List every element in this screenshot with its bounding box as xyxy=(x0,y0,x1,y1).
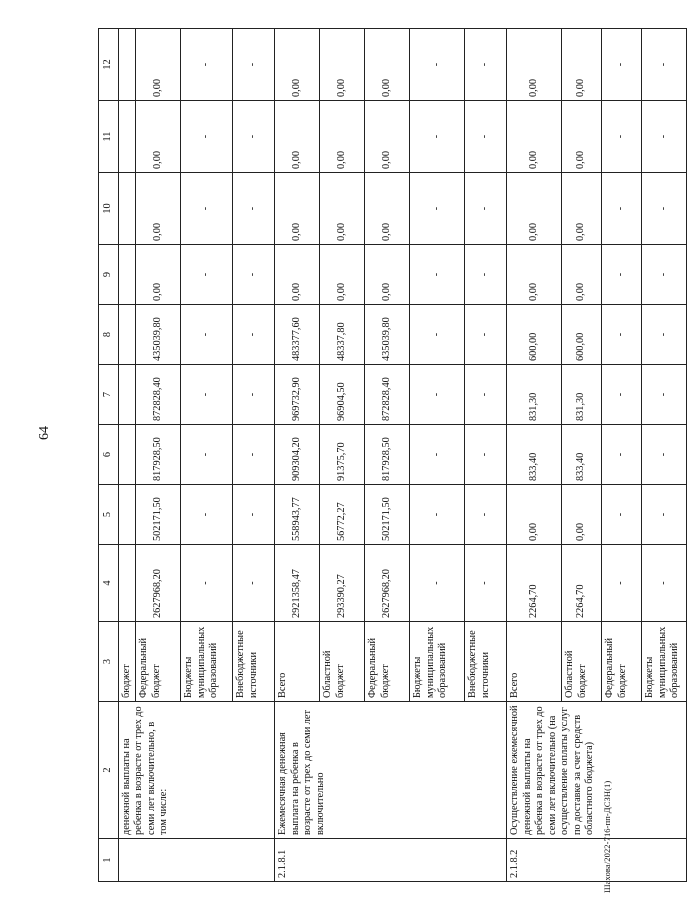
value-cell: - xyxy=(642,305,687,365)
table-row xyxy=(118,29,136,882)
value-cell: 91375,70 xyxy=(320,425,365,485)
table-body xyxy=(99,29,687,882)
column-header: 11 xyxy=(99,101,119,173)
value-cell: 0,00 xyxy=(275,245,320,305)
value-cell: 0,00 xyxy=(320,245,365,305)
value-cell: 0,00 xyxy=(136,101,181,173)
row-name: денежной выплаты на ребенка в возрасте от трех до семи лет включительно, в том числе: xyxy=(118,702,275,839)
value-cell: - xyxy=(465,425,507,485)
column-header: 12 xyxy=(99,29,119,101)
value-cell: - xyxy=(233,173,275,245)
value-cell: - xyxy=(602,29,642,101)
value-cell: - xyxy=(602,365,642,425)
value-cell: - xyxy=(465,29,507,101)
value-cell: 0,00 xyxy=(562,29,602,101)
value-cell: 872828,40 xyxy=(136,365,181,425)
funding-source: Внебюджетные источники xyxy=(233,622,275,702)
funding-source: бюджет xyxy=(118,622,136,702)
value-cell: - xyxy=(602,245,642,305)
column-header: 7 xyxy=(99,365,119,425)
value-cell: 0,00 xyxy=(562,485,602,545)
value-cell: - xyxy=(181,305,233,365)
value-cell: 0,00 xyxy=(320,29,365,101)
page-number: 64 xyxy=(37,426,52,440)
value-cell: - xyxy=(602,305,642,365)
value-cell: 0,00 xyxy=(507,485,562,545)
value-cell xyxy=(118,101,136,173)
value-cell: 833,40 xyxy=(562,425,602,485)
value-cell: 2627968,20 xyxy=(136,545,181,622)
value-cell: 558943,77 xyxy=(275,485,320,545)
value-cell: 600,00 xyxy=(507,305,562,365)
value-cell: 0,00 xyxy=(320,101,365,173)
value-cell: 0,00 xyxy=(275,173,320,245)
row-code: 2.1.8.2 xyxy=(507,839,687,882)
value-cell: 96904,50 xyxy=(320,365,365,425)
value-cell: 0,00 xyxy=(136,245,181,305)
value-cell: 2627968,20 xyxy=(365,545,410,622)
value-cell: 2921358,47 xyxy=(275,545,320,622)
value-cell: - xyxy=(410,101,465,173)
funding-source: Бюджеты муниципальных образований xyxy=(410,622,465,702)
funding-source: Всего xyxy=(507,622,562,702)
value-cell: - xyxy=(233,485,275,545)
value-cell xyxy=(118,545,136,622)
value-cell: 2264,70 xyxy=(562,545,602,622)
value-cell: 0,00 xyxy=(562,245,602,305)
value-cell: - xyxy=(181,29,233,101)
value-cell: - xyxy=(642,101,687,173)
value-cell xyxy=(118,485,136,545)
row-code xyxy=(118,839,275,882)
column-header: 4 xyxy=(99,545,119,622)
value-cell: - xyxy=(465,101,507,173)
value-cell: 0,00 xyxy=(275,29,320,101)
value-cell: - xyxy=(410,245,465,305)
value-cell xyxy=(118,365,136,425)
table-row xyxy=(275,29,320,882)
funding-source: Внебюджетные источники xyxy=(465,622,507,702)
value-cell: 600,00 xyxy=(562,305,602,365)
value-cell xyxy=(118,305,136,365)
column-header: 3 xyxy=(99,622,119,702)
column-header: 8 xyxy=(99,305,119,365)
value-cell xyxy=(118,245,136,305)
row-name: Осуществление ежемесячной денежной выплаты на ребенка в возрасте от трех до семи лет включительно (на осуществление оплаты услуг по доставке за счет средств областного бюджета) xyxy=(507,702,687,839)
value-cell: - xyxy=(181,425,233,485)
value-cell: - xyxy=(181,101,233,173)
value-cell: 502171,50 xyxy=(365,485,410,545)
row-name: Ежемесячная денежная выплата на ребенка в возрасте от трех до семи лет включительно xyxy=(275,702,507,839)
value-cell: - xyxy=(233,245,275,305)
value-cell: 0,00 xyxy=(507,245,562,305)
value-cell: 0,00 xyxy=(562,173,602,245)
value-cell: 0,00 xyxy=(320,173,365,245)
value-cell: 0,00 xyxy=(136,29,181,101)
column-header: 2 xyxy=(99,702,119,839)
value-cell: - xyxy=(181,245,233,305)
column-header: 5 xyxy=(99,485,119,545)
value-cell: - xyxy=(233,425,275,485)
table-row xyxy=(507,29,562,882)
value-cell: - xyxy=(642,245,687,305)
value-cell: - xyxy=(410,29,465,101)
header-row xyxy=(99,29,119,882)
value-cell: 0,00 xyxy=(507,101,562,173)
value-cell: - xyxy=(602,173,642,245)
value-cell: 435039,80 xyxy=(365,305,410,365)
value-cell: - xyxy=(181,173,233,245)
value-cell: - xyxy=(181,365,233,425)
value-cell: - xyxy=(642,29,687,101)
value-cell: 0,00 xyxy=(507,173,562,245)
value-cell: 0,00 xyxy=(365,245,410,305)
footer-code: Шахова/2022-716-пп-ДСЗН(1) xyxy=(602,780,612,893)
value-cell xyxy=(118,425,136,485)
value-cell: - xyxy=(233,545,275,622)
value-cell: 0,00 xyxy=(365,173,410,245)
value-cell: 969732,90 xyxy=(275,365,320,425)
value-cell: 483377,60 xyxy=(275,305,320,365)
value-cell: 0,00 xyxy=(275,101,320,173)
value-cell: - xyxy=(465,245,507,305)
column-header: 10 xyxy=(99,173,119,245)
value-cell: - xyxy=(233,101,275,173)
value-cell: 293390,27 xyxy=(320,545,365,622)
value-cell: 833,40 xyxy=(507,425,562,485)
value-cell: 0,00 xyxy=(136,173,181,245)
value-cell: - xyxy=(233,305,275,365)
value-cell: - xyxy=(465,365,507,425)
value-cell: 2264,70 xyxy=(507,545,562,622)
funding-source: Федеральный бюджет xyxy=(365,622,410,702)
value-cell: - xyxy=(181,545,233,622)
value-cell: - xyxy=(233,365,275,425)
value-cell: - xyxy=(233,29,275,101)
value-cell: - xyxy=(410,485,465,545)
value-cell: 831,30 xyxy=(507,365,562,425)
value-cell: 0,00 xyxy=(507,29,562,101)
value-cell: 56772,27 xyxy=(320,485,365,545)
value-cell: 831,30 xyxy=(562,365,602,425)
funding-source: Бюджеты муниципальных образований xyxy=(642,622,687,702)
value-cell: 817928,50 xyxy=(136,425,181,485)
column-header: 1 xyxy=(99,839,119,882)
value-cell: - xyxy=(602,545,642,622)
value-cell: - xyxy=(410,545,465,622)
value-cell: - xyxy=(465,305,507,365)
value-cell: 817928,50 xyxy=(365,425,410,485)
value-cell: 0,00 xyxy=(365,29,410,101)
funding-source: Всего xyxy=(275,622,320,702)
value-cell: - xyxy=(181,485,233,545)
value-cell: 872828,40 xyxy=(365,365,410,425)
value-cell: 909304,20 xyxy=(275,425,320,485)
value-cell: - xyxy=(410,365,465,425)
value-cell: - xyxy=(410,425,465,485)
funding-source: Федеральный бюджет xyxy=(136,622,181,702)
value-cell: 435039,80 xyxy=(136,305,181,365)
value-cell: 0,00 xyxy=(365,101,410,173)
value-cell: - xyxy=(602,485,642,545)
row-code: 2.1.8.1 xyxy=(275,839,507,882)
value-cell: - xyxy=(465,173,507,245)
value-cell: 48337,80 xyxy=(320,305,365,365)
funding-source: Федеральный бюджет xyxy=(602,622,642,702)
value-cell: - xyxy=(642,365,687,425)
funding-source: Областной бюджет xyxy=(320,622,365,702)
value-cell: - xyxy=(602,425,642,485)
value-cell: 0,00 xyxy=(562,101,602,173)
value-cell: - xyxy=(465,485,507,545)
budget-table xyxy=(98,28,687,882)
column-header: 6 xyxy=(99,425,119,485)
value-cell: - xyxy=(642,485,687,545)
value-cell: - xyxy=(642,545,687,622)
funding-source: Областной бюджет xyxy=(562,622,602,702)
value-cell: - xyxy=(410,305,465,365)
column-header: 9 xyxy=(99,245,119,305)
funding-source: Бюджеты муниципальных образований xyxy=(181,622,233,702)
value-cell: - xyxy=(642,173,687,245)
value-cell: - xyxy=(410,173,465,245)
value-cell: - xyxy=(602,101,642,173)
value-cell xyxy=(118,29,136,101)
value-cell: - xyxy=(465,545,507,622)
value-cell xyxy=(118,173,136,245)
value-cell: 502171,50 xyxy=(136,485,181,545)
value-cell: - xyxy=(642,425,687,485)
